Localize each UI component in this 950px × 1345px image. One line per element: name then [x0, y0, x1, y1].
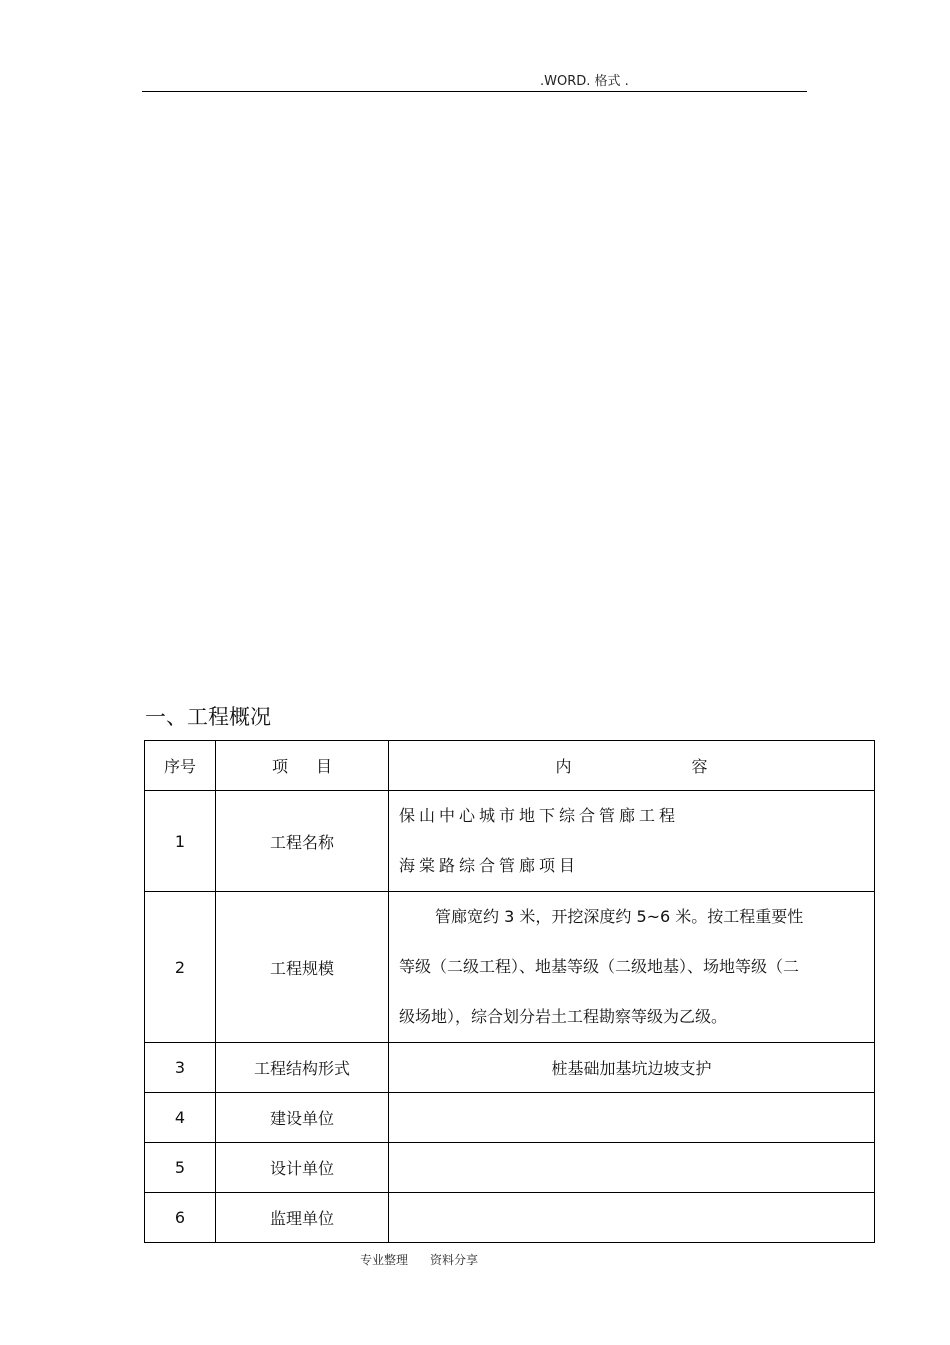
row-index: 6 — [145, 1193, 216, 1243]
project-overview-table — [144, 740, 875, 1243]
content-line: 保山中心城市地下综合管廊工程 — [399, 806, 680, 825]
row-index: 3 — [145, 1043, 216, 1093]
row-content — [389, 1143, 875, 1193]
row-content — [389, 1093, 875, 1143]
row-content: 桩基础加基坑边坡支护 — [389, 1043, 875, 1093]
page-footer — [360, 1251, 478, 1268]
row-index: 4 — [145, 1093, 216, 1143]
content-line: 管廊宽约 3 米，开挖深度约 5~6 米。按工程重要性 — [435, 907, 804, 926]
row-content — [389, 1193, 875, 1243]
table-header-row — [145, 741, 875, 791]
column-header-content — [389, 741, 875, 791]
column-header-content-left: 内 — [555, 757, 572, 776]
content-line: 海棠路综合管廊项目 — [399, 856, 580, 875]
column-header-item-right: 目 — [316, 757, 333, 776]
row-item: 工程结构形式 — [216, 1043, 389, 1093]
row-item: 工程规模 — [216, 892, 389, 1043]
content-line: 级场地），综合划分岩土工程勘察等级为乙级。 — [399, 1007, 728, 1026]
table-row — [145, 1093, 875, 1143]
row-item: 工程名称 — [216, 791, 389, 892]
row-item: 设计单位 — [216, 1143, 389, 1193]
footer-left-text: 专业整理 — [360, 1253, 409, 1267]
header-rule — [142, 91, 807, 92]
row-item: 建设单位 — [216, 1093, 389, 1143]
content-line: 等级（二级工程）、地基等级（二级地基）、场地等级（二 — [399, 957, 800, 976]
row-index: 1 — [145, 791, 216, 892]
column-header-index: 序号 — [145, 741, 216, 791]
column-header-item-left: 项 — [271, 757, 288, 776]
page-header: .WORD. 格式 . — [540, 74, 629, 89]
table-row — [145, 1143, 875, 1193]
column-header-item — [216, 741, 389, 791]
row-content — [389, 892, 875, 1043]
table-row — [145, 892, 875, 1043]
footer-right-text: 资料分享 — [430, 1253, 479, 1267]
section-title: 一、工程概况 — [145, 705, 271, 729]
row-index: 2 — [145, 892, 216, 1043]
table-row — [145, 791, 875, 892]
row-content — [389, 791, 875, 892]
table-row — [145, 1193, 875, 1243]
row-index: 5 — [145, 1143, 216, 1193]
row-item: 监理单位 — [216, 1193, 389, 1243]
column-header-content-right: 容 — [691, 757, 708, 776]
table-row — [145, 1043, 875, 1093]
